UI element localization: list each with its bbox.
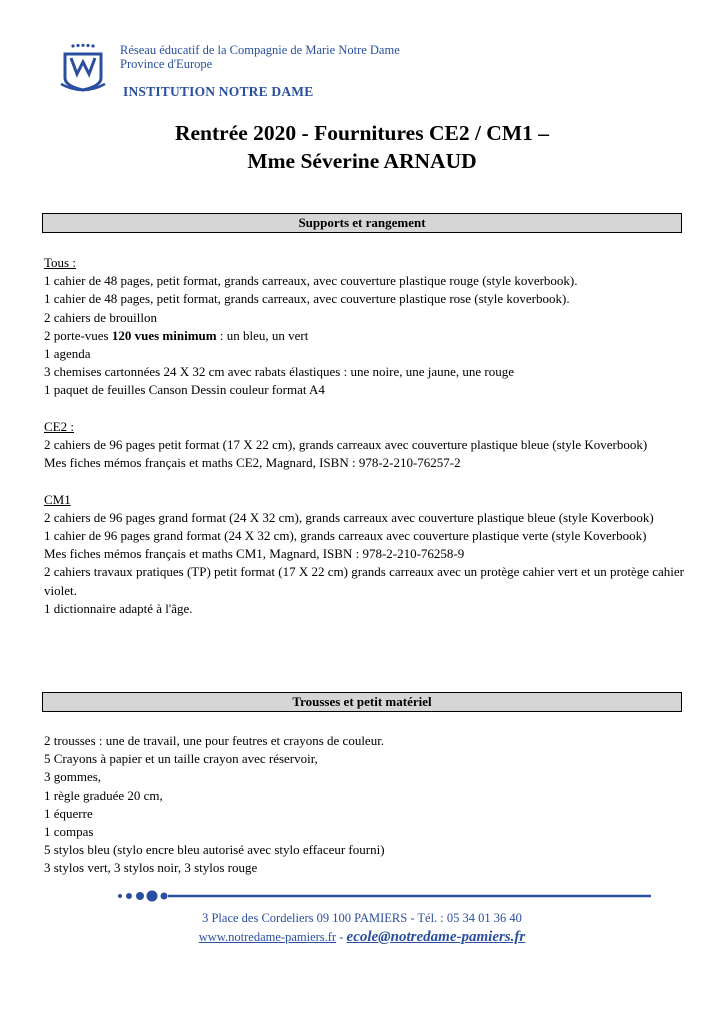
list-item: 1 dictionnaire adapté à l'âge.	[44, 600, 193, 616]
section-heading-trousses: Trousses et petit matériel	[42, 692, 682, 712]
institution-name: INSTITUTION NOTRE DAME	[123, 84, 314, 99]
footer-separator: -	[336, 930, 347, 944]
institution-logo	[57, 42, 109, 94]
organization-name	[120, 43, 400, 71]
list-item: 2 cahiers de 96 pages grand format (24 X 32 cm), grands carreaux avec couverture plastique bleue (style Koverbook)	[44, 509, 654, 525]
list-item: 2 cahiers travaux pratiques (TP) petit format (17 X 22 cm) grands carreaux avec un protège cahier vert et un protège cahier violet.	[44, 564, 684, 598]
footer-address: 3 Place des Cordeliers 09 100 PAMIERS - Tél. : 05 34 01 36 40	[202, 911, 522, 925]
list-item: 5 stylos bleu (stylo encre bleu autorisé avec stylo effaceur fourni)	[44, 842, 385, 858]
list-item: 1 cahier de 48 pages, petit format, grands carreaux, avec couverture plastique rose (style koverbook).	[44, 291, 570, 307]
cm1-label: CM1	[44, 491, 71, 507]
title-line-1: Rentrée 2020 - Fournitures CE2 / CM1 –	[174, 121, 549, 145]
list-item: 5 Crayons à papier et un taille crayon avec réservoir,	[44, 751, 318, 767]
porte-vues-suffix: : un bleu, un vert	[216, 327, 309, 343]
ce2-label: CE2 :	[44, 418, 74, 434]
list-item: 1 agenda	[44, 346, 91, 362]
section-trousses-body	[44, 732, 684, 878]
website-link[interactable]: www.notredame-pamiers.fr	[198, 930, 337, 944]
list-item: 2 cahiers de brouillon	[44, 309, 157, 325]
list-item: 3 stylos vert, 3 stylos noir, 3 stylos rouge	[44, 860, 258, 876]
page-title	[0, 119, 724, 175]
list-item: 1 équerre	[44, 805, 93, 821]
porte-vues-emphasis: 120 vues minimum	[111, 327, 217, 343]
footer-divider	[73, 889, 653, 903]
email-link[interactable]: ecole@notredame-pamiers.fr	[346, 929, 526, 945]
org-line-1: Réseau éducatif de la Compagnie de Marie Notre Dame	[120, 43, 400, 57]
list-item: 2 trousses : une de travail, une pour feutres et crayons de couleur.	[44, 733, 385, 748]
list-item-porte-vues	[44, 327, 684, 345]
org-line-2: Province d'Europe	[120, 57, 213, 71]
list-item: Mes fiches mémos français et maths CM1, Magnard, ISBN : 978-2-210-76258-9	[44, 546, 465, 562]
list-item: 3 gommes,	[44, 769, 102, 785]
list-item: 2 cahiers de 96 pages petit format (17 X 22 cm), grands carreaux avec couverture plastique bleue (style Koverbook)	[44, 437, 648, 453]
footer-contact	[0, 929, 724, 946]
list-item: 1 cahier de 48 pages, petit format, grands carreaux, avec couverture plastique rouge (style koverbook).	[44, 273, 578, 289]
tous-label: Tous :	[44, 255, 76, 270]
list-item: Mes fiches mémos français et maths CE2, Magnard, ISBN : 978-2-210-76257-2	[44, 455, 461, 471]
section-heading-supports: Supports et rangement	[42, 213, 682, 233]
list-item: 1 cahier de 96 pages grand format (24 X 32 cm), grands carreaux avec couverture plastique verte (style Koverbook)	[44, 528, 647, 544]
list-item: 1 règle graduée 20 cm,	[44, 787, 163, 803]
porte-vues-prefix: 2 porte-vues	[44, 327, 112, 343]
title-line-2: Mme Séverine ARNAUD	[247, 149, 477, 173]
section-supports-body	[44, 254, 684, 618]
list-item: 3 chemises cartonnées 24 X 32 cm avec rabats élastiques : une noire, une jaune, une rouge	[44, 364, 514, 380]
list-item: 1 compas	[44, 824, 94, 840]
list-item: 1 paquet de feuilles Canson Dessin couleur format A4	[44, 382, 325, 398]
